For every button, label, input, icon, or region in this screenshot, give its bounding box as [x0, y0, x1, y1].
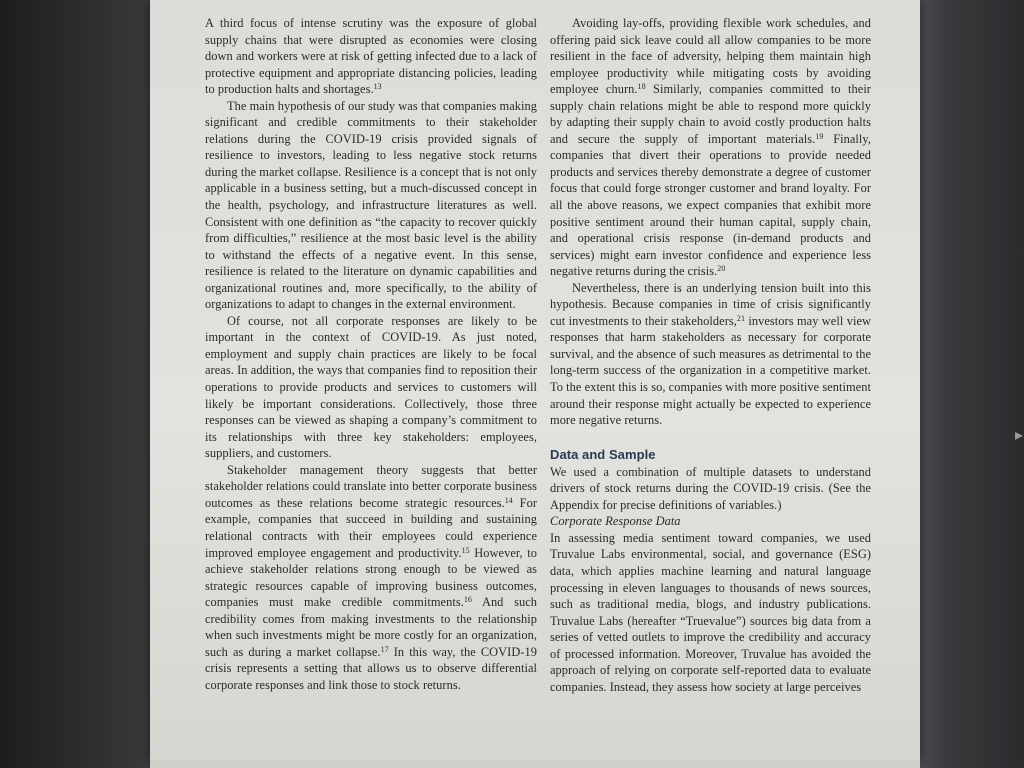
dark-left-background [0, 0, 150, 768]
scrollbar-area[interactable] [914, 0, 1024, 768]
paragraph-corporate-responses: Of course, not all corporate responses are likely to be important in the context of COVID-19. As just noted, employment and supply chain practices are likely to be focal areas. In addition, the ways that companies find to reposition their operations to provide products and services to customers will likely be important considerations. Collectively, those three responses can be viewed as shaping a company’s commitment to its relationships with three key stakeholders: employees, suppliers, and customers. [205, 313, 537, 461]
chevron-right-icon[interactable]: ▸ [1014, 425, 1023, 444]
section-heading: Data and Sample [550, 446, 656, 462]
paragraph-media-sentiment: In assessing media sentiment toward companies, we used Truvalue Labs environmental, social, and governance (ESG) data, which applies machine learning and natural language processing in eleven languages to thousands of news sources, such as traditional media, blogs, and industry publications. Truvalue Labs (hereafter “Truevalue”) sources big data from a series of vetted outlets to improve the credibility and accuracy of processed information. Moreover, Truvalue has avoided the approach of relying on corporate self-reported data to evaluate companies. Instead, they assess how society at large perceives [550, 530, 871, 694]
paragraph-tension: Nevertheless, there is an underlying tension built into this hypothesis. Because companies in time of crisis significantly cut investments to their stakeholders,$^{21}$ investors may well view responses that harm stakeholders as necessary for corporate survival, and the absence of such measures as detrimental to the long-term success of the organization in a competitive market. To the extent this is so, companies with more positive sentiment around their response might actually be expected to experience more negative returns. [550, 280, 871, 428]
paragraph-stakeholder-theory: Stakeholder management theory suggests that better stakeholder relations could translate into better corporate business outcomes as these relations become strategic resources.$^{14}$ For example, companies that succeed in building and sustaining relational contracts with their employees could experience improved employee engagement and productivity.$^{15}$ However, to achieve stakeholder relations strong enough to be viewed as strategic resources capable of improving business outcomes, companies must make credible commitments.$^{16}$ And such credibility comes from making investments to the relationship when such investments might be more costly for an organization, such as during a market collapse.$^{17}$ In this way, the COVID-19 crisis represents a setting that allows us to observe differential corporate responses and link those to stock returns. [205, 462, 538, 692]
paragraph-hypothesis: The main hypothesis of our study was that companies making significant and credible commitments to their stakeholder relations during the COVID-19 crisis provided signals of resilience to investors, leading to less negative stock returns during the market collapse. Resilience is a concept that is not only applicable in a business setting, but a much-discussed concept in the health, psychology, and infrastructure literatures as well. Consistent with one definition as “the capacity to recover quickly from difficulties,” resilience at the most basic level is the ability to withstand the effects of a negative event. In this sense, resilience is related to the literature on dynamic capabilities and organizational routines and, more specifically, to the ability of organizations to adapt to changes in the external environment. [205, 98, 537, 312]
page-bottom-edge [150, 760, 920, 768]
document-page [150, 0, 920, 760]
right-column [550, 15, 871, 695]
paragraph-layoffs: Avoiding lay-offs, providing flexible work schedules, and offering paid sick leave could all allow companies to be more resilient in the face of adversity, helping them maintain high employee productivity while mitigating costs by avoiding employee churn.$^{18}$ Similarly, companies committed to their supply chain relations might be able to respond more quickly by adapting their supply chain to avoid costly production halts and secure the supply of important materials.$^{19}$ Finally, companies that divert their operations to provide needed products and services thereby demonstrate a degree of customer focus that could forge stronger customer and brand loyalty. For all the above reasons, we expect companies that exhibit more positive sentiment around their human capital, supply chain, and operational crisis response (in-demand products and services) might earn investor confidence and experience less negative returns during the crisis.$^{20}$ [550, 16, 871, 279]
left-column [205, 15, 537, 693]
paragraph-datasets: We used a combination of multiple datasets to understand drivers of stock returns during the COVID-19 crisis. (See the Appendix for precise definitions of variables.) [550, 464, 871, 512]
subsection-heading: Corporate Response Data [550, 514, 681, 529]
paragraph-exposure: A third focus of intense scrutiny was the exposure of global supply chains that were disrupted as economies were closing down and workers were at risk of getting infected due to a lack of protective equipment and appropriate distancing policies, leading to production halts and shortages.$^{13}$ [205, 16, 537, 97]
